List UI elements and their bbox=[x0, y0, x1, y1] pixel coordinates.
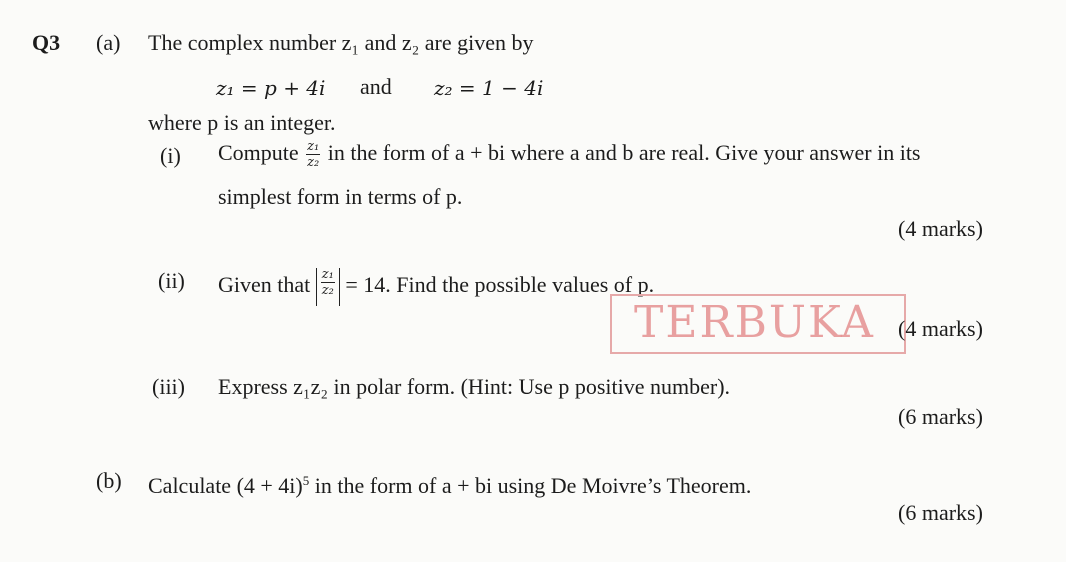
part-b-marks: (6 marks) bbox=[898, 500, 983, 525]
and-word: and bbox=[360, 74, 392, 99]
sub-ii-text-after: = 14. Find the possible values of p. bbox=[345, 272, 655, 298]
sub-ii-line bbox=[218, 268, 654, 306]
where-statement: where p is an integer. bbox=[148, 110, 336, 135]
sub-i-text-before: Compute bbox=[218, 140, 299, 165]
z1-definition: z₁ = p + 4i bbox=[216, 76, 326, 100]
sub-ii-label: (ii) bbox=[158, 268, 185, 293]
fraction-numerator: z₁ bbox=[307, 139, 320, 155]
terbuka-stamp bbox=[610, 294, 906, 354]
sub-ii-text-before: Given that bbox=[218, 272, 311, 298]
question-number: Q3 bbox=[32, 30, 61, 55]
part-b-text-after: in the form of a + bi using De Moivre’s Theorem. bbox=[314, 473, 752, 498]
sub-i-text-after: in the form of a + bi where a and b are real. Give your answer in its bbox=[327, 140, 921, 165]
sub-ii-marks: (4 marks) bbox=[898, 316, 983, 341]
part-b-text-before: Calculate (4 + 4i) bbox=[148, 473, 303, 498]
part-b-label: (b) bbox=[96, 468, 122, 493]
stamp-text: TERBUKA bbox=[634, 297, 875, 348]
part-a-intro: The complex number z₁ and z₂ are given by bbox=[148, 30, 534, 55]
sub-i-line1 bbox=[218, 140, 921, 169]
z1-over-z2-fraction bbox=[321, 268, 335, 297]
modulus-bars bbox=[316, 268, 340, 306]
part-b-exponent: 5 bbox=[302, 473, 310, 488]
sub-iii-text: Express z₁z₂ in polar form. (Hint: Use p positive number). bbox=[218, 374, 731, 399]
part-a-label: (a) bbox=[96, 30, 121, 55]
sub-i-line2: simplest form in terms of p. bbox=[218, 184, 463, 209]
z2-definition: z₂ = 1 − 4i bbox=[434, 76, 544, 100]
sub-i-marks: (4 marks) bbox=[898, 216, 983, 241]
fraction-denominator: z₂ bbox=[307, 155, 320, 171]
z1-over-z2-fraction bbox=[306, 140, 320, 169]
part-b-line bbox=[148, 468, 751, 499]
sub-iii-marks: (6 marks) bbox=[898, 404, 983, 429]
sub-iii-label: (iii) bbox=[152, 374, 185, 399]
fraction-denominator: z₂ bbox=[321, 283, 334, 299]
fraction-numerator: z₁ bbox=[321, 267, 334, 283]
sub-i-label: (i) bbox=[160, 143, 181, 168]
